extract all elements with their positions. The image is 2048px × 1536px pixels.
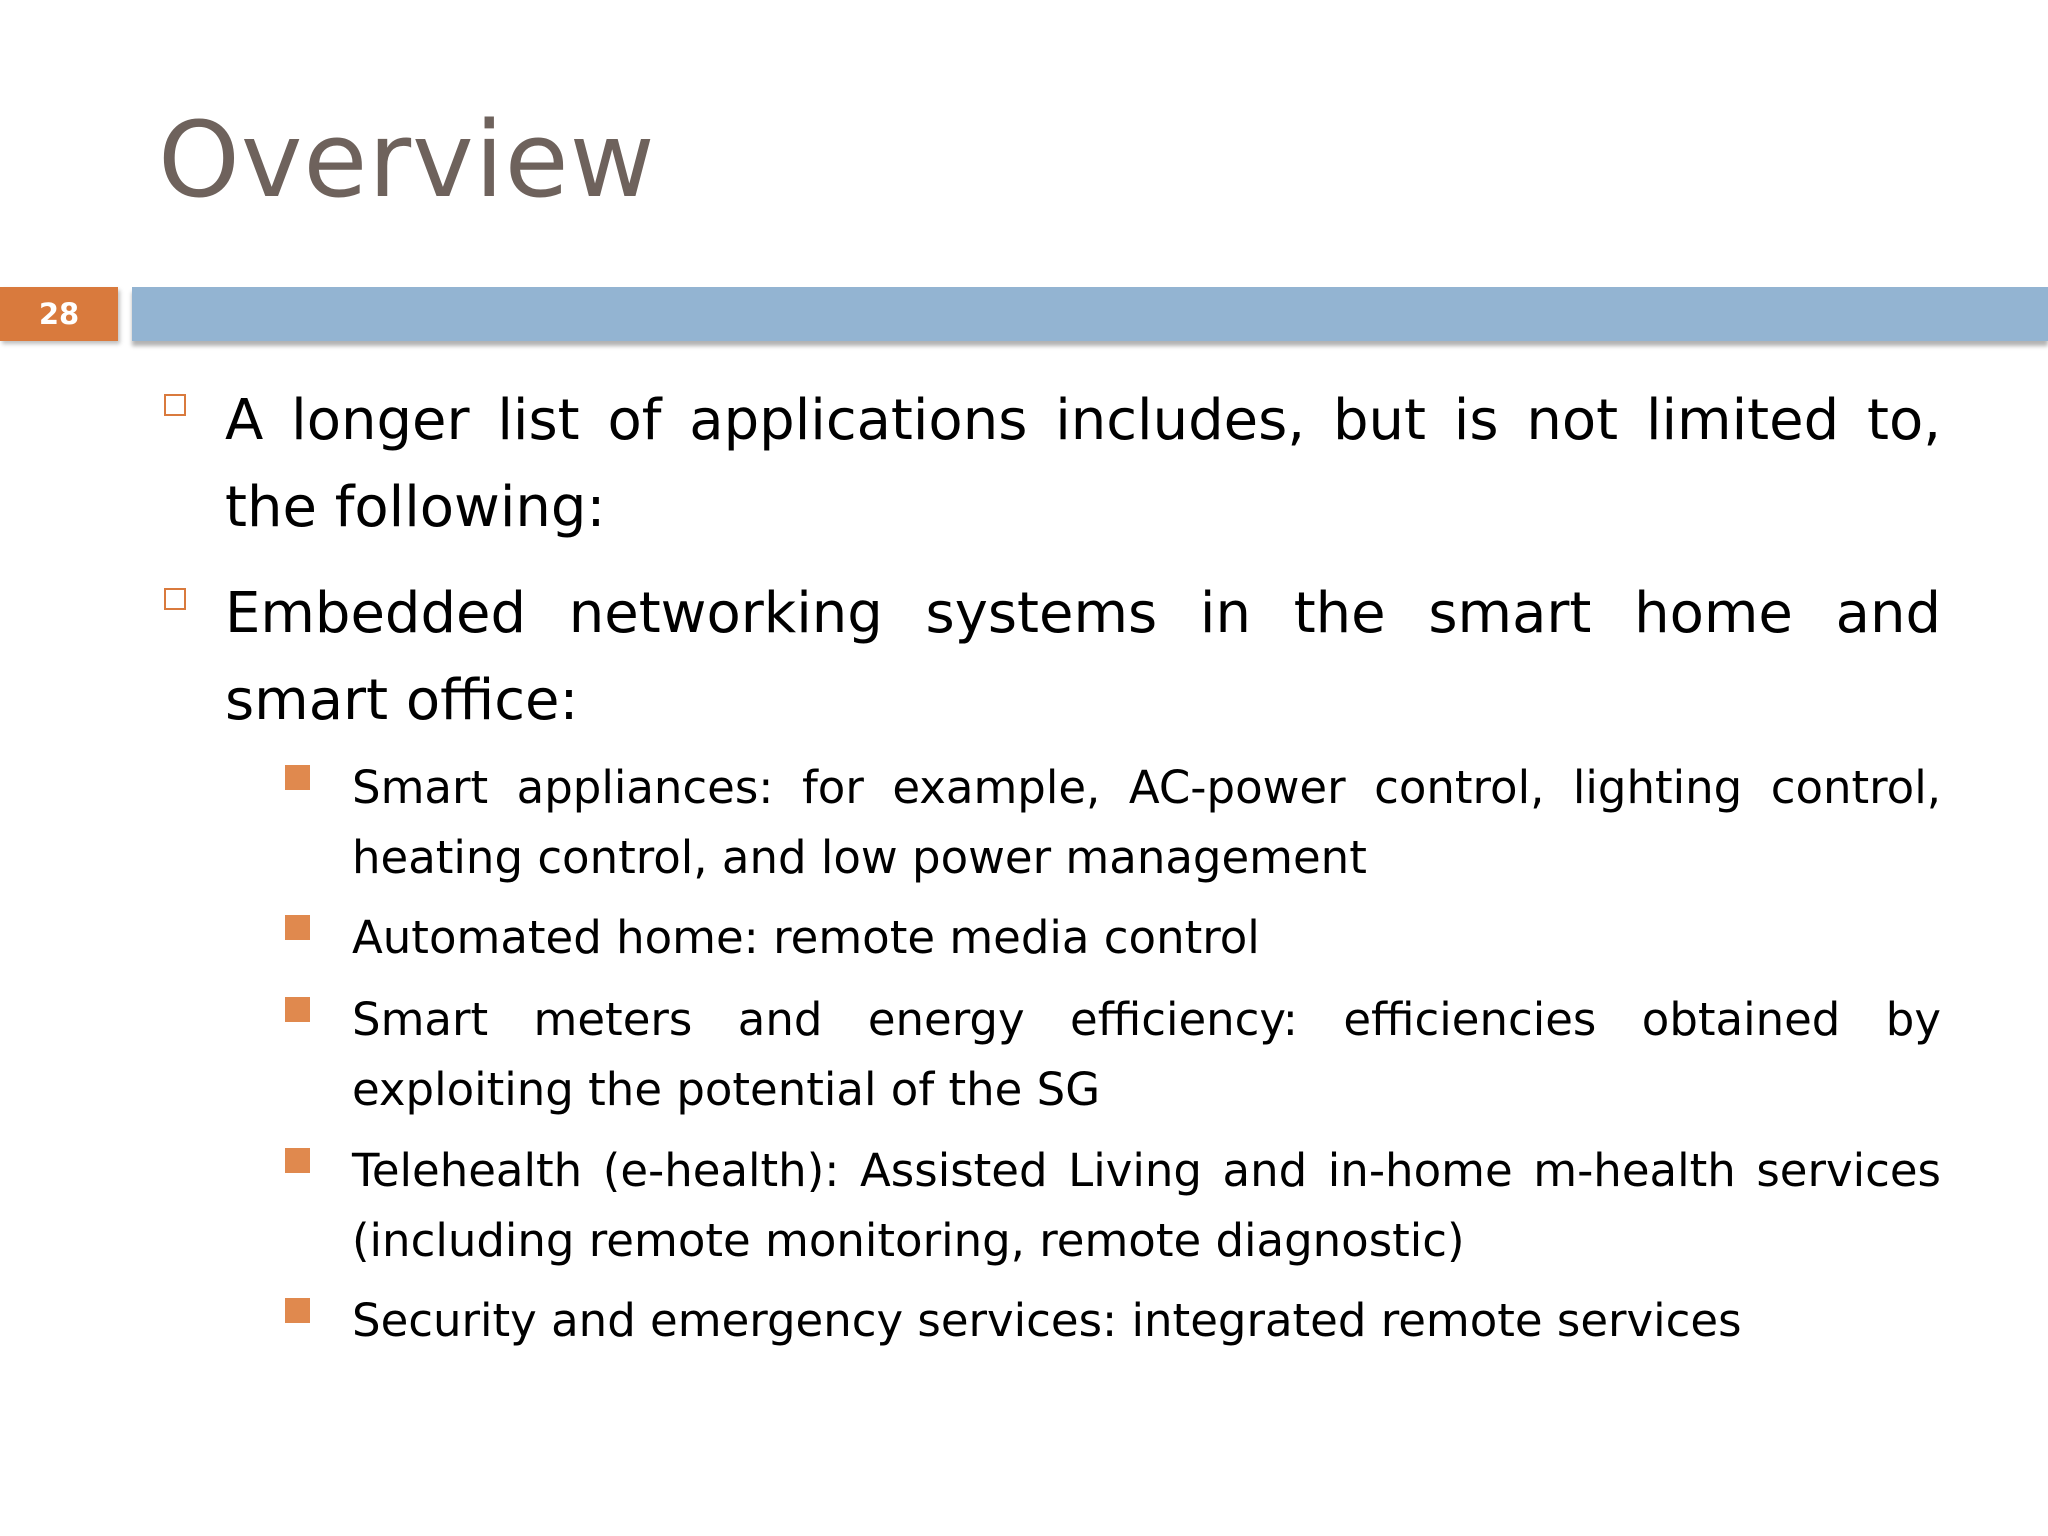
bullet-text: A longer list of applications includes, but is not limited to, the following: — [225, 388, 1941, 540]
sub-bullet-text: Smart appliances: for example, AC-power control, lighting control, heating control, and low power management — [352, 761, 1941, 884]
filled-square-bullet-icon — [285, 765, 310, 790]
sub-bullet-text: Security and emergency services: integrated remote services — [352, 1294, 1742, 1347]
hollow-square-bullet-icon — [164, 394, 186, 416]
bullet-text: Embedded networking systems in the smart home and smart office: — [225, 581, 1941, 733]
filled-square-bullet-icon — [285, 1148, 310, 1173]
filled-square-bullet-icon — [285, 997, 310, 1022]
title-divider-bar — [132, 287, 2048, 341]
sub-bullet-text: Telehealth (e-health): Assisted Living and in-home m-health services (including remote monitoring, remote diagnostic) — [352, 1144, 1941, 1267]
slide-title: Overview — [158, 99, 656, 221]
filled-square-bullet-icon — [285, 1298, 310, 1323]
hollow-square-bullet-icon — [164, 588, 186, 610]
sub-bullet-text: Smart meters and energy efficiency: efficiencies obtained by exploiting the potential of the SG — [352, 993, 1941, 1116]
page-number-badge: 28 — [0, 287, 118, 341]
sub-bullet-text: Automated home: remote media control — [352, 911, 1260, 964]
filled-square-bullet-icon — [285, 915, 310, 940]
